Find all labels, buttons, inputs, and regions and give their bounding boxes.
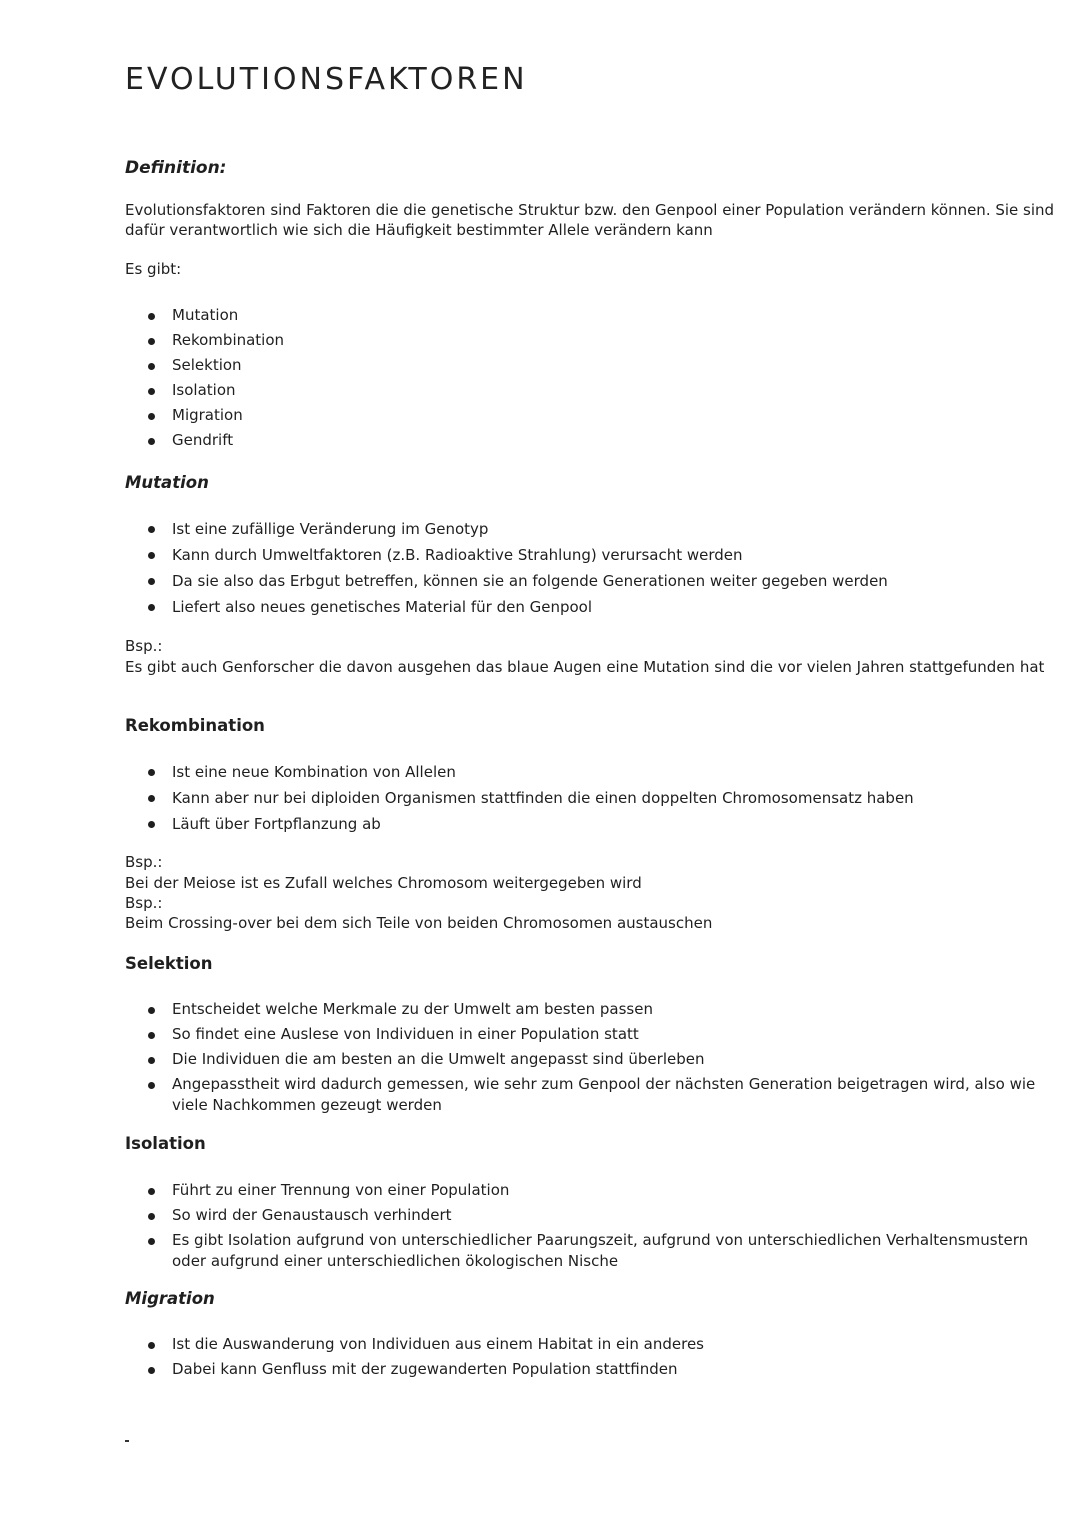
list-item: Angepasstheit wird dadurch gemessen, wie sehr zum Genpool der nächsten Generation beigetragen wird, also wie viele Nachkommen gezeugt werden [148, 1072, 1038, 1116]
bullet-icon [148, 526, 155, 533]
bullet-icon [148, 388, 155, 395]
mutation-heading: Mutation [125, 473, 209, 492]
rekombination-list [148, 759, 1038, 837]
bullet-icon [148, 1188, 155, 1195]
list-item: Kann aber nur bei diploiden Organismen stattfinden die einen doppelten Chromosomensatz haben [148, 785, 1038, 811]
bullet-icon [148, 438, 155, 445]
selektion-heading: Selektion [125, 954, 213, 973]
list-item: Läuft über Fortpflanzung ab [148, 811, 1038, 837]
list-item: Führt zu einer Trennung von einer Population [148, 1178, 1038, 1203]
bullet-icon [148, 338, 155, 345]
rekombination-bsp1-label: Bsp.: [125, 853, 163, 871]
bullet-icon [148, 821, 155, 828]
list-item: Es gibt Isolation aufgrund von unterschiedlicher Paarungszeit, aufgrund von unterschiedlichen Verhaltensmustern oder aufgrund einer unterschiedlichen ökologischen Nische [148, 1228, 1038, 1272]
list-item: Da sie also das Erbgut betreffen, können sie an folgende Generationen weiter gegeben werden [148, 568, 1038, 594]
es-gibt-label: Es gibt: [125, 260, 182, 278]
bullet-icon [148, 1032, 155, 1039]
migration-heading: Migration [125, 1289, 215, 1308]
page-mark [125, 1440, 129, 1442]
migration-list [148, 1332, 1038, 1382]
definition-label: Definition: [125, 158, 227, 178]
bullet-icon [148, 552, 155, 559]
factors-list [148, 303, 1038, 453]
isolation-heading: Isolation [125, 1134, 206, 1153]
bullet-icon [148, 604, 155, 611]
bullet-icon [148, 1082, 155, 1089]
bullet-icon [148, 1238, 155, 1245]
list-item: Die Individuen die am besten an die Umwelt angepasst sind überleben [148, 1047, 1038, 1072]
rekombination-bsp2-text: Beim Crossing-over bei dem sich Teile von beiden Chromosomen austauschen [125, 914, 713, 932]
mutation-list [148, 516, 1038, 620]
list-item: Isolation [148, 378, 1038, 403]
definition-text: Evolutionsfaktoren sind Faktoren die die genetische Struktur bzw. den Genpool einer Population verändern können. Sie sind dafür verantwortlich wie sich die Häufigkeit bestimmter Allele verändern kann [125, 201, 1055, 239]
bullet-icon [148, 1213, 155, 1220]
rekombination-bsp1-text: Bei der Meiose ist es Zufall welches Chromosom weitergegeben wird [125, 874, 642, 892]
bullet-icon [148, 313, 155, 320]
list-item: Gendrift [148, 428, 1038, 453]
bullet-icon [148, 1342, 155, 1349]
list-item: Dabei kann Genfluss mit der zugewanderten Population stattfinden [148, 1357, 1038, 1382]
list-item: So findet eine Auslese von Individuen in einer Population statt [148, 1022, 1038, 1047]
isolation-list [148, 1178, 1038, 1272]
list-item: Migration [148, 403, 1038, 428]
list-item: Kann durch Umweltfaktoren (z.B. Radioaktive Strahlung) verursacht werden [148, 542, 1038, 568]
bullet-icon [148, 363, 155, 370]
list-item: Ist die Auswanderung von Individuen aus einem Habitat in ein anderes [148, 1332, 1038, 1357]
bullet-icon [148, 795, 155, 802]
list-item: Ist eine zufällige Veränderung im Genotyp [148, 516, 1038, 542]
list-item: Entscheidet welche Merkmale zu der Umwelt am besten passen [148, 997, 1038, 1022]
bullet-icon [148, 413, 155, 420]
mutation-bsp-text: Es gibt auch Genforscher die davon ausgehen das blaue Augen eine Mutation sind die vor vielen Jahren stattgefunden hat [125, 658, 1045, 676]
list-item: Liefert also neues genetisches Material für den Genpool [148, 594, 1038, 620]
bullet-icon [148, 1367, 155, 1374]
list-item: Selektion [148, 353, 1038, 378]
list-item: Rekombination [148, 328, 1038, 353]
selektion-list [148, 997, 1038, 1116]
rekombination-heading: Rekombination [125, 716, 265, 735]
bullet-icon [148, 578, 155, 585]
list-item: Mutation [148, 303, 1038, 328]
bullet-icon [148, 769, 155, 776]
bullet-icon [148, 1007, 155, 1014]
list-item: So wird der Genaustausch verhindert [148, 1203, 1038, 1228]
list-item: Ist eine neue Kombination von Allelen [148, 759, 1038, 785]
rekombination-bsp2-label: Bsp.: [125, 894, 163, 912]
mutation-bsp-label: Bsp.: [125, 637, 163, 655]
page-title: EVOLUTIONSFAKTOREN [125, 62, 528, 97]
bullet-icon [148, 1057, 155, 1064]
